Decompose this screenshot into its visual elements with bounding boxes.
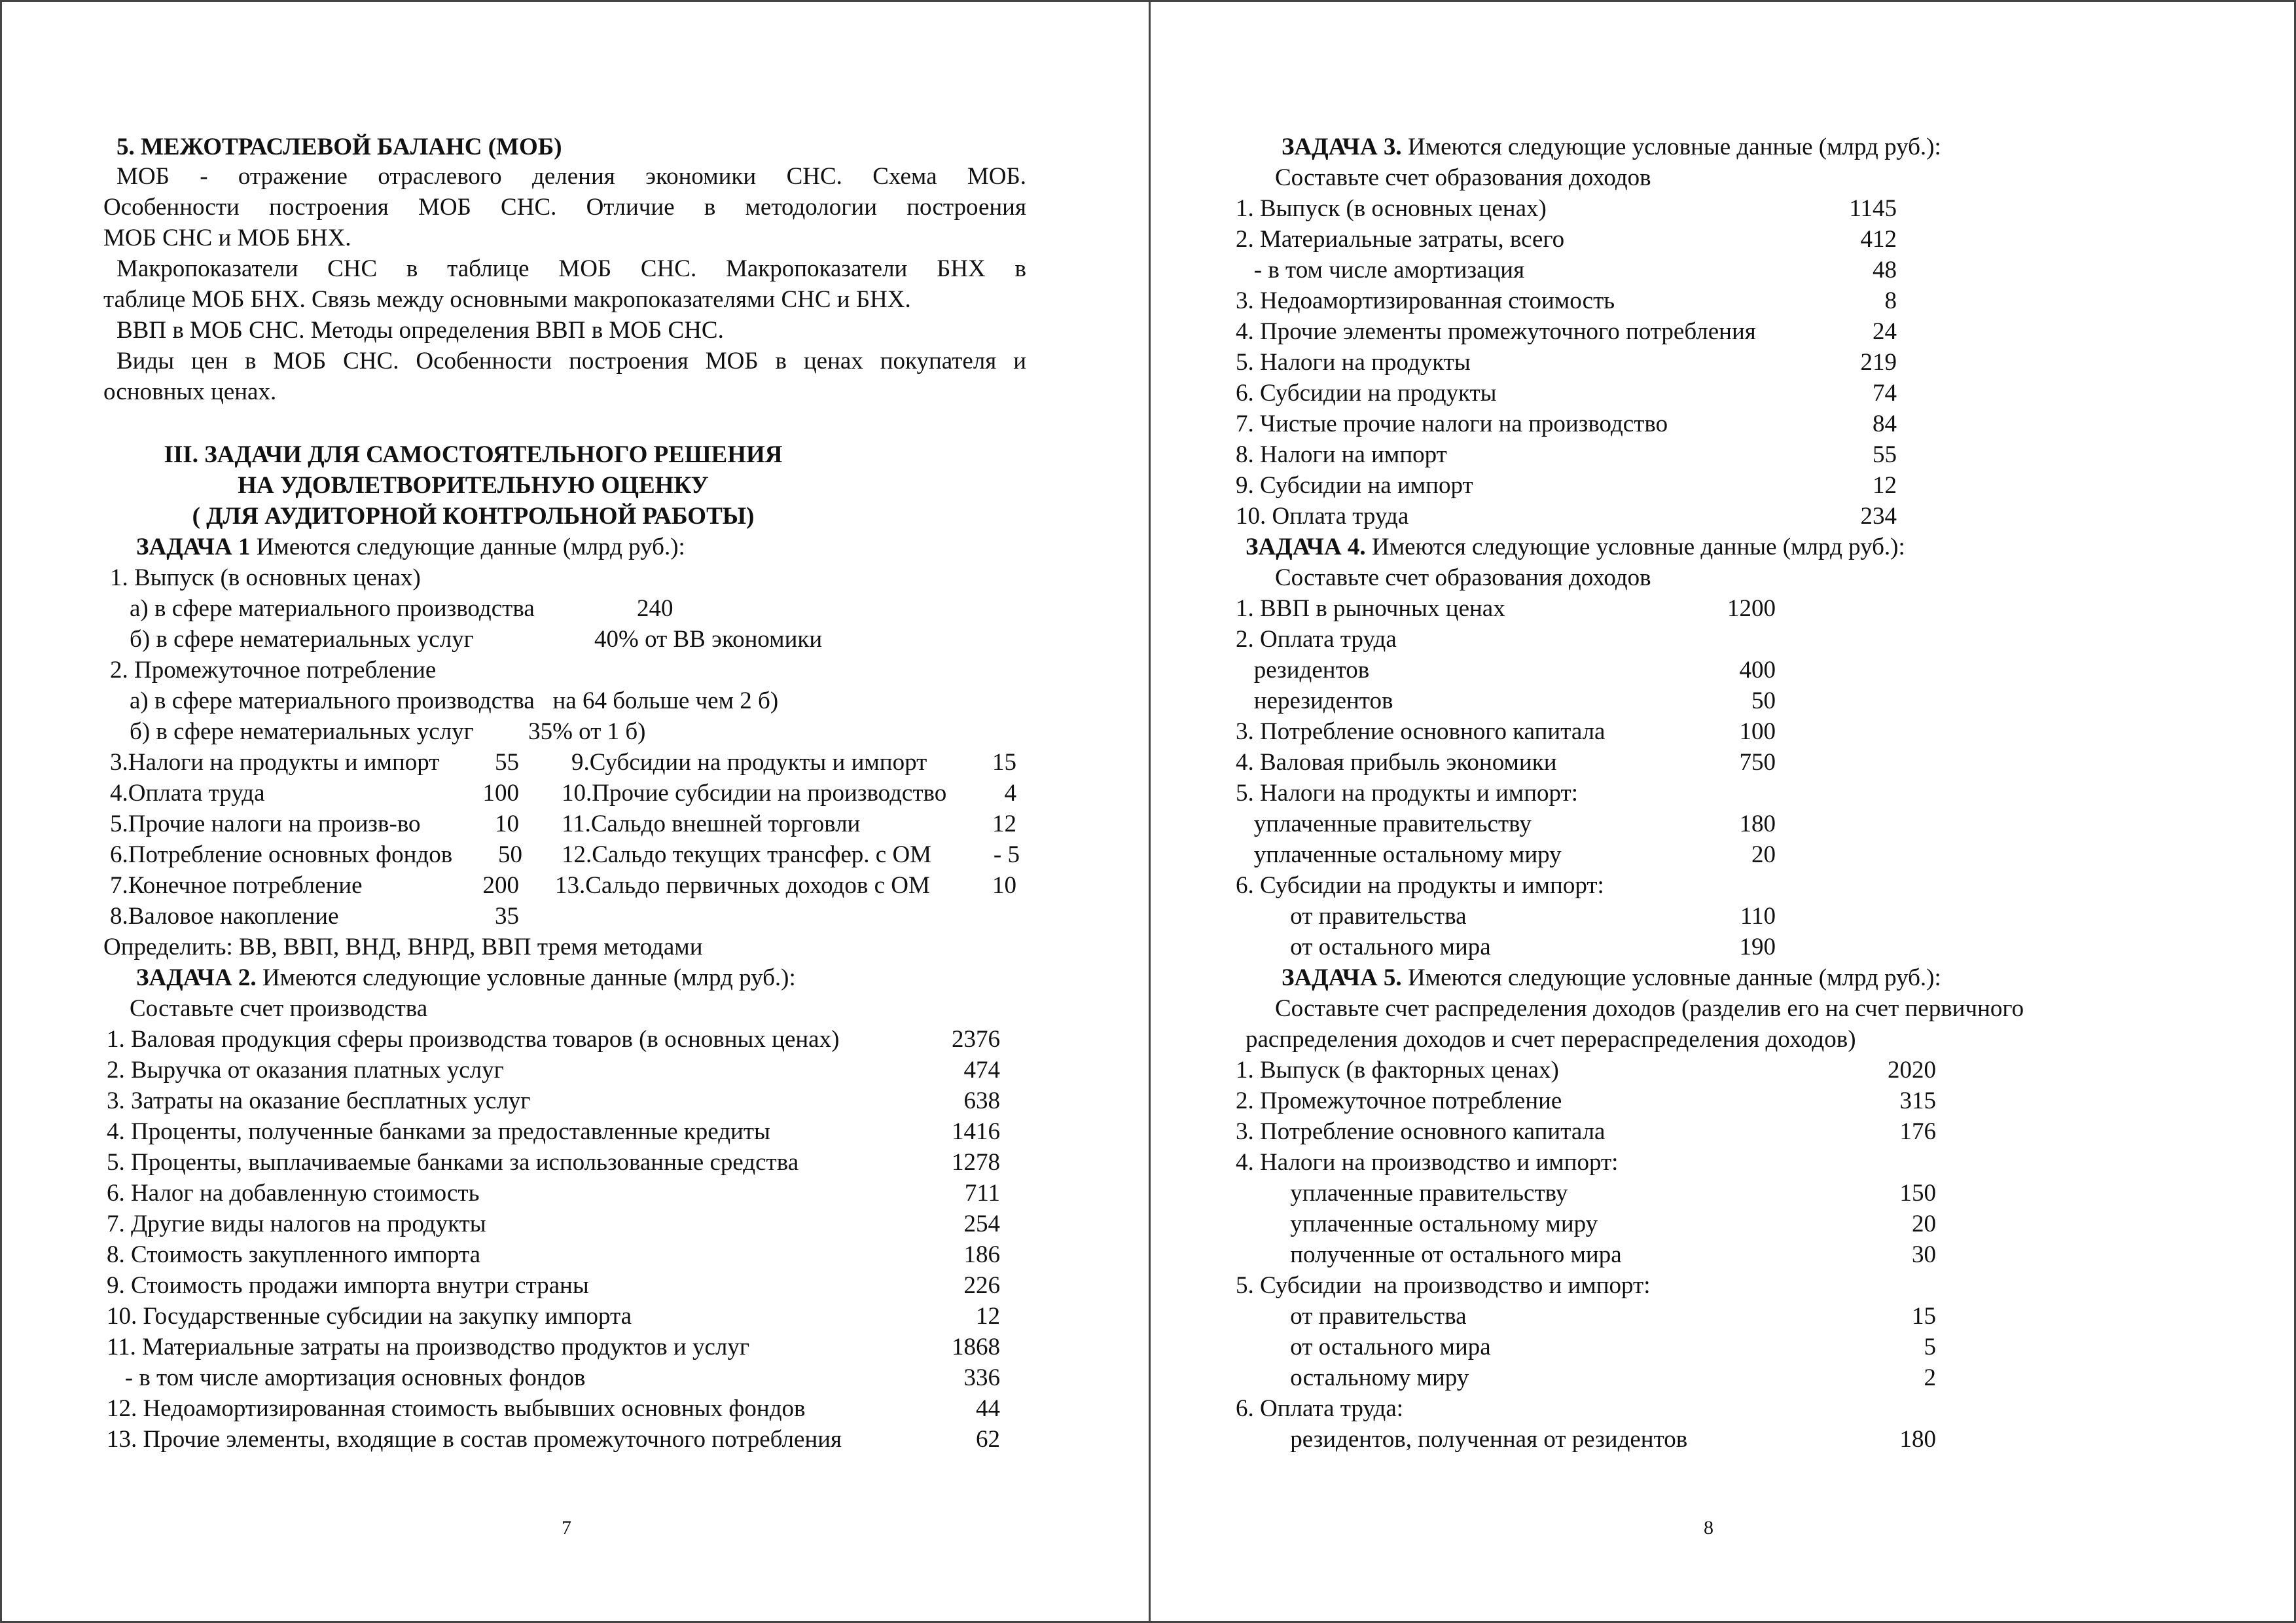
task1-pair-value: 55: [495, 749, 519, 776]
list-item-value: 48: [1873, 257, 1897, 283]
list-item-label: от правительства: [1236, 1303, 1467, 1330]
list-item-value: 1868: [952, 1334, 1000, 1360]
list-item-label: 10. Оплата труда: [1236, 503, 1409, 530]
list-item-value: 5: [1924, 1334, 1936, 1360]
task1-line: а) в сфере материального производства: [130, 595, 535, 622]
list-item-label: 4. Налоги на производство и импорт:: [1236, 1149, 1619, 1176]
task1-value: 240: [637, 595, 673, 622]
task3-sub: Составьте счет образования доходов: [1275, 164, 1651, 191]
list-item-label: 7. Чистые прочие налоги на производство: [1236, 410, 1668, 437]
list-item-label: 2. Промежуточное потребление: [1236, 1087, 1562, 1114]
task1-pair-value: 100: [482, 780, 519, 807]
task5-sub: распределения доходов и счет перераспределения доходов): [1246, 1026, 1856, 1053]
task1-line: 2. Промежуточное потребление: [110, 657, 437, 684]
list-item-label: 2. Оплата труда: [1236, 626, 1397, 653]
task5-title: ЗАДАЧА 5.: [1282, 964, 1402, 991]
list-item-value: 638: [963, 1087, 1000, 1114]
paragraph-line: таблице МОБ БНХ. Связь между основными макропоказателями СНС и БНХ.: [103, 286, 911, 313]
list-item-label: 6. Налог на добавленную стоимость: [107, 1180, 480, 1207]
task1-pair-value: 4: [1004, 780, 1016, 807]
list-item-value: 400: [1739, 657, 1776, 684]
task1-pair-label: 3.Налоги на продукты и импорт: [110, 749, 440, 776]
list-item-label: от остального мира: [1236, 1334, 1491, 1360]
list-item-label: 1. Выпуск (в основных ценах): [1236, 195, 1547, 222]
task3-title-line: [1282, 133, 1941, 162]
list-item-value: 15: [1912, 1303, 1936, 1330]
list-item-value: 50: [1751, 687, 1776, 714]
list-item-label: 1. Выпуск (в факторных ценах): [1236, 1057, 1559, 1084]
list-item-label: нерезидентов: [1236, 687, 1393, 714]
paragraph-line: основных ценах.: [103, 378, 277, 405]
task1-pair-value: 200: [482, 872, 519, 899]
task1-pair-value: - 5: [993, 841, 1020, 868]
list-item-label: полученные от остального мира: [1236, 1241, 1622, 1268]
task1-intro: Имеются следующие данные (млрд руб.):: [250, 534, 685, 560]
list-item-value: 1278: [952, 1149, 1000, 1176]
list-item-label: 9. Стоимость продажи импорта внутри страны: [107, 1272, 589, 1299]
task1-pair-value: 35: [495, 903, 519, 930]
task2-title-line: [136, 964, 796, 993]
paragraph-line: МОБ - отражение отраслевого деления экономики СНС. Схема МОБ.: [117, 163, 1026, 190]
task1-pair-label: 13.Сальдо первичных доходов с ОМ: [555, 872, 930, 899]
task1-pair-value: 15: [992, 749, 1016, 776]
list-item-value: 2: [1924, 1364, 1936, 1391]
list-item-value: 1416: [952, 1118, 1000, 1145]
list-item-value: 254: [963, 1211, 1000, 1237]
list-item-label: уплаченные правительству: [1236, 1180, 1568, 1207]
list-item-label: 1. ВВП в рыночных ценах: [1236, 595, 1505, 622]
list-item-value: 100: [1739, 718, 1776, 745]
paragraph-line: Особенности построения МОБ СНС. Отличие в методологии построения: [103, 194, 1026, 221]
list-item-value: 474: [963, 1057, 1000, 1084]
task5-title-line: [1282, 964, 1941, 993]
task4-title: ЗАДАЧА 4.: [1246, 534, 1366, 560]
task1-pair-value: 50: [498, 841, 522, 868]
list-item-label: 12. Недоамортизированная стоимость выбывших основных фондов: [107, 1395, 806, 1422]
list-item-label: 1. Валовая продукция сферы производства товаров (в основных ценах): [107, 1026, 840, 1053]
right-page: [1149, 0, 2296, 1623]
list-item-label: 5. Налоги на продукты: [1236, 349, 1471, 376]
list-item-value: 24: [1873, 318, 1897, 345]
list-item-label: 8. Налоги на импорт: [1236, 441, 1447, 468]
list-item-label: резидентов, полученная от резидентов: [1236, 1426, 1688, 1453]
list-item-value: 1145: [1849, 195, 1897, 222]
list-item-label: 6. Субсидии на продукты и импорт:: [1236, 872, 1604, 899]
list-item-value: 1200: [1727, 595, 1776, 622]
task1-pair-value: 10: [992, 872, 1016, 899]
list-item-value: 226: [963, 1272, 1000, 1299]
task1-title: ЗАДАЧА 1: [136, 534, 251, 560]
list-item-value: 219: [1860, 349, 1897, 376]
paragraph-line: МОБ СНС и МОБ БНХ.: [103, 225, 351, 251]
paragraph-line: Макропоказатели СНС в таблице МОБ СНС. Макропоказатели БНХ в: [117, 255, 1026, 282]
list-item-value: 336: [963, 1364, 1000, 1391]
paragraph-line: Виды цен в МОБ СНС. Особенности построения МОБ в ценах покупателя и: [117, 348, 1026, 374]
task1-line: б) в сфере нематериальных услуг 35% от 1 б): [130, 718, 646, 745]
list-item-label: уплаченные правительству: [1236, 811, 1532, 837]
list-item-value: 12: [976, 1303, 1000, 1330]
tasks-heading-line: III. ЗАДАЧИ ДЛЯ САМОСТОЯТЕЛЬНОГО РЕШЕНИЯ: [164, 441, 783, 468]
list-item-label: 8. Стоимость закупленного импорта: [107, 1241, 481, 1268]
list-item-label: резидентов: [1236, 657, 1370, 684]
list-item-value: 55: [1873, 441, 1897, 468]
page-number: 8: [1704, 1517, 1713, 1539]
list-item-label: 3. Потребление основного капитала: [1236, 718, 1605, 745]
task2-intro: Имеются следующие условные данные (млрд руб.):: [256, 964, 796, 991]
list-item-label: 3. Потребление основного капитала: [1236, 1118, 1605, 1145]
task1-pair-label: 5.Прочие налоги на произв-во: [110, 811, 421, 837]
list-item-value: 176: [1899, 1118, 1936, 1145]
page-number: 7: [562, 1517, 571, 1539]
list-item-label: 3. Затраты на оказание бесплатных услуг: [107, 1087, 531, 1114]
list-item-label: 6. Субсидии на продукты: [1236, 380, 1497, 407]
list-item-label: 7. Другие виды налогов на продукты: [107, 1211, 486, 1237]
list-item-value: 412: [1860, 226, 1897, 253]
task1-pair-label: 6.Потребление основных фондов: [110, 841, 453, 868]
paragraph-line: ВВП в МОБ СНС. Методы определения ВВП в МОБ СНС.: [117, 317, 724, 344]
list-item-label: уплаченные остальному миру: [1236, 841, 1562, 868]
list-item-label: 3. Недоамортизированная стоимость: [1236, 287, 1615, 314]
task1-pair-label: 4.Оплата труда: [110, 780, 265, 807]
task1-value: 40% от ВВ экономики: [594, 626, 823, 653]
list-item-label: 10. Государственные субсидии на закупку импорта: [107, 1303, 632, 1330]
task2-title: ЗАДАЧА 2.: [136, 964, 257, 991]
task1-pair-label: 11.Сальдо внешней торговли: [562, 811, 861, 837]
list-item-value: 44: [976, 1395, 1000, 1422]
list-item-label: - в том числе амортизация: [1236, 257, 1525, 283]
task3-intro: Имеются следующие условные данные (млрд руб.):: [1401, 134, 1941, 160]
list-item-value: 180: [1739, 811, 1776, 837]
list-item-label: 4. Валовая прибыль экономики: [1236, 749, 1557, 776]
list-item-value: 190: [1739, 934, 1776, 960]
list-item-value: 20: [1912, 1211, 1936, 1237]
task2-sub: Составьте счет производства: [130, 995, 428, 1022]
list-item-label: уплаченные остальному миру: [1236, 1211, 1598, 1237]
list-item-label: 11. Материальные затраты на производство продуктов и услуг: [107, 1334, 750, 1360]
list-item-value: 20: [1751, 841, 1776, 868]
task1-line: 1. Выпуск (в основных ценах): [110, 564, 421, 591]
task1-determine: Определить: ВВ, ВВП, ВНД, ВНРД, ВВП тремя методами: [103, 934, 703, 960]
list-item-label: 2. Выручка от оказания платных услуг: [107, 1057, 504, 1084]
task1-pair-label: 9.Субсидии на продукты и импорт: [571, 749, 927, 776]
task4-intro: Имеются следующие условные данные (млрд руб.):: [1365, 534, 1905, 560]
list-item-label: 2. Материальные затраты, всего: [1236, 226, 1565, 253]
list-item-value: 30: [1912, 1241, 1936, 1268]
list-item-label: - в том числе амортизация основных фондов: [107, 1364, 586, 1391]
task4-title-line: [1246, 533, 1905, 562]
list-item-value: 84: [1873, 410, 1897, 437]
tasks-heading-line: НА УДОВЛЕТВОРИТЕЛЬНУЮ ОЦЕНКУ: [238, 472, 709, 499]
list-item-value: 74: [1873, 380, 1897, 407]
list-item-label: от остального мира: [1236, 934, 1491, 960]
list-item-label: 13. Прочие элементы, входящие в состав промежуточного потребления: [107, 1426, 842, 1453]
section-heading: 5. МЕЖОТРАСЛЕВОЙ БАЛАНС (МОБ): [117, 134, 562, 160]
task1-pair-value: 10: [495, 811, 519, 837]
task1-pair-value: 12: [992, 811, 1016, 837]
list-item-label: 4. Прочие элементы промежуточного потребления: [1236, 318, 1756, 345]
list-item-value: 110: [1740, 903, 1776, 930]
task5-sub: Составьте счет распределения доходов (разделив его на счет первичного: [1275, 995, 2024, 1022]
list-item-value: 315: [1899, 1087, 1936, 1114]
task5-intro: Имеются следующие условные данные (млрд руб.):: [1401, 964, 1941, 991]
list-item-label: остальному миру: [1236, 1364, 1469, 1391]
task1-title-line: [136, 533, 685, 562]
task3-title: ЗАДАЧА 3.: [1282, 134, 1402, 160]
tasks-heading-line: ( ДЛЯ АУДИТОРНОЙ КОНТРОЛЬНОЙ РАБОТЫ): [192, 503, 755, 530]
list-item-label: 5. Субсидии на производство и импорт:: [1236, 1272, 1651, 1299]
task1-line: б) в сфере нематериальных услуг: [130, 626, 474, 653]
list-item-value: 180: [1899, 1426, 1936, 1453]
task1-pair-label: 7.Конечное потребление: [110, 872, 363, 899]
list-item-value: 750: [1739, 749, 1776, 776]
list-item-value: 2376: [952, 1026, 1000, 1053]
list-item-label: 6. Оплата труда:: [1236, 1395, 1404, 1422]
list-item-value: 2020: [1888, 1057, 1936, 1084]
list-item-value: 711: [964, 1180, 1000, 1207]
list-item-value: 186: [963, 1241, 1000, 1268]
task1-pair-label: 12.Сальдо текущих трансфер. с ОМ: [562, 841, 932, 868]
list-item-value: 8: [1884, 287, 1897, 314]
task4-sub: Составьте счет образования доходов: [1275, 564, 1651, 591]
list-item-value: 62: [976, 1426, 1000, 1453]
list-item-value: 234: [1860, 503, 1897, 530]
list-item-value: 150: [1899, 1180, 1936, 1207]
list-item-label: от правительства: [1236, 903, 1467, 930]
list-item-label: 4. Проценты, полученные банками за предоставленные кредиты: [107, 1118, 770, 1145]
task1-pair-label: 8.Валовое накопление: [110, 903, 339, 930]
task1-pair-label: 10.Прочие субсидии на производство: [562, 780, 947, 807]
list-item-label: 9. Субсидии на импорт: [1236, 472, 1473, 499]
list-item-label: 5. Проценты, выплачиваемые банками за использованные средства: [107, 1149, 799, 1176]
list-item-value: 12: [1873, 472, 1897, 499]
task1-line: а) в сфере материального производства на 64 больше чем 2 б): [130, 687, 779, 714]
list-item-label: 5. Налоги на продукты и импорт:: [1236, 780, 1578, 807]
